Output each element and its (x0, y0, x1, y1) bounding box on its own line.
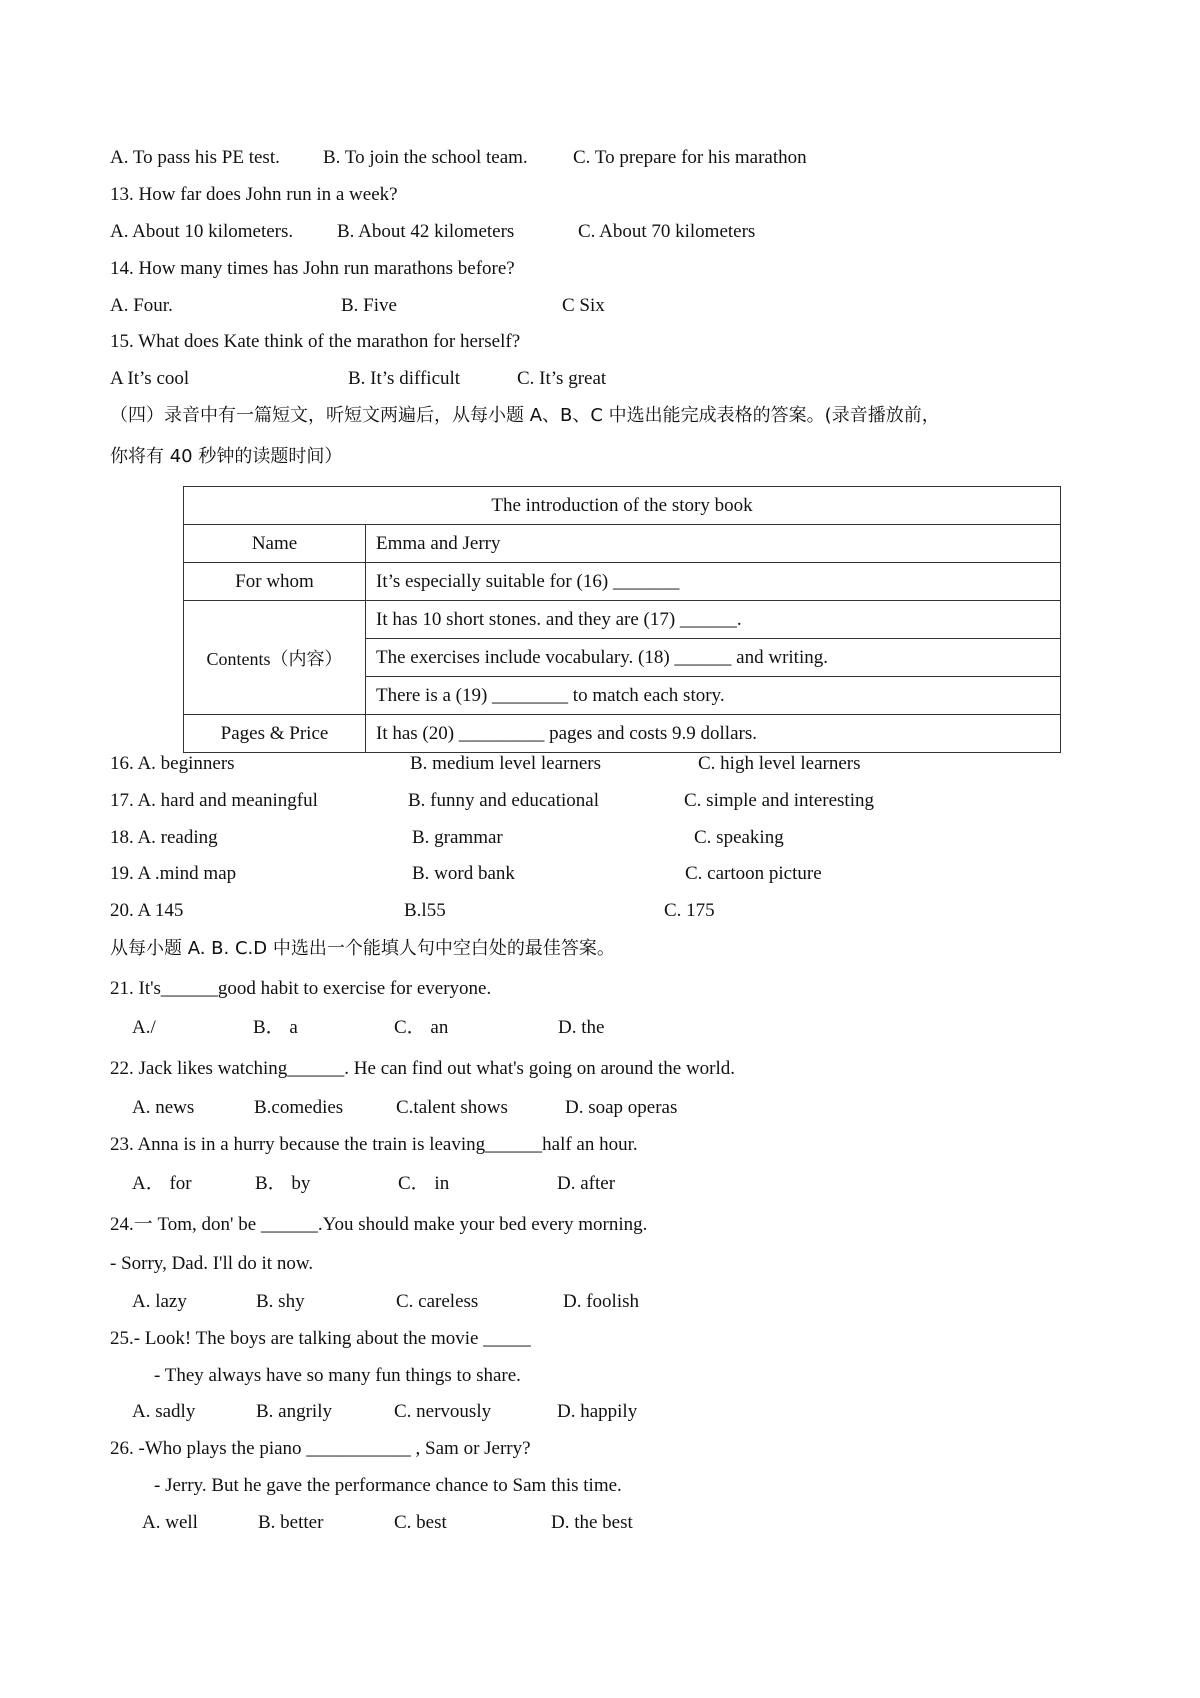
q20-option-b: B.l55 (404, 900, 446, 921)
table-label: Pages & Price (184, 715, 366, 753)
q15-stem: 15. What does Kate think of the marathon for herself? (110, 331, 521, 352)
q19-option-b: B. word bank (412, 863, 515, 884)
table-row (184, 601, 1061, 639)
q21-option-b: B． a (253, 1017, 298, 1038)
q13-stem: 13. How far does John run in a week? (110, 184, 398, 205)
q24-option-a: A. lazy (132, 1291, 187, 1312)
q19-stem: 19. A .mind map (110, 863, 237, 884)
contents-label: Contents（内容） (206, 648, 343, 669)
q12-option-b: B. To join the school team. (323, 147, 528, 168)
q23-option-c: C． in (398, 1173, 450, 1194)
q18-stem: 18. A. reading (110, 827, 218, 848)
section4-instruction-line2: 你将有 40 秒钟的读题时间） (110, 446, 343, 467)
table-row (184, 563, 1061, 601)
q20-stem: 20. A 145 (110, 900, 184, 921)
q23-option-a: A． for (132, 1173, 192, 1194)
q17-stem: 17. A. hard and meaningful (110, 790, 318, 811)
table-value: The exercises include vocabulary. (18) ______ and writing. (366, 639, 1061, 677)
q23-option-d: D. after (557, 1173, 616, 1194)
table-label: For whom (184, 563, 366, 601)
q22-option-b: B.comedies (254, 1097, 344, 1118)
table-row (184, 715, 1061, 753)
table-value: It has 10 short stones. and they are (17) ______. (366, 601, 1061, 639)
q12-option-a: A. To pass his PE test. (110, 147, 280, 168)
q14-stem: 14. How many times has John run marathons before? (110, 258, 515, 279)
q25-option-a: A. sadly (132, 1401, 196, 1422)
q21-stem: 21. It's______good habit to exercise for everyone. (110, 978, 492, 999)
table-title-row (184, 487, 1061, 525)
q14-option-a: A. Four. (110, 295, 173, 316)
q18-option-b: B. grammar (412, 827, 503, 848)
q22-option-d: D. soap operas (565, 1097, 678, 1118)
q15-option-b: B. It’s difficult (348, 368, 461, 389)
q25-option-c: C. nervously (394, 1401, 492, 1422)
q24-stem: 24.一 Tom, don' be ______.You should make your bed every morning. (110, 1214, 648, 1235)
q25-option-d: D. happily (557, 1401, 638, 1422)
q19-option-c: C. cartoon picture (685, 863, 822, 884)
q13-option-a: A. About 10 kilometers. (110, 221, 294, 242)
q26-reply: - Jerry. But he gave the performance chance to Sam this time. (154, 1475, 622, 1496)
q26-option-d: D. the best (551, 1512, 633, 1533)
q21-option-a: A./ (132, 1017, 156, 1038)
section4-instruction-line1: （四）录音中有一篇短文，听短文两遍后，从每小题 A、B、C 中选出能完成表格的答案。(录音播放前， (110, 405, 940, 426)
q21-option-d: D. the (558, 1017, 605, 1038)
q22-option-c: C.talent shows (396, 1097, 508, 1118)
q25-stem: 25.- Look! The boys are talking about the movie _____ (110, 1328, 531, 1349)
table-value: It’s especially suitable for (16) _______ (366, 563, 1061, 601)
q15-option-a: A It’s cool (110, 368, 190, 389)
q23-option-b: B． by (255, 1173, 311, 1194)
story-book-table (183, 486, 1061, 753)
q24-reply: - Sorry, Dad. I'll do it now. (110, 1253, 314, 1274)
q26-option-b: B. better (258, 1512, 324, 1533)
q23-stem: 23. Anna is in a hurry because the train is leaving______half an hour. (110, 1134, 638, 1155)
q18-option-c: C. speaking (694, 827, 784, 848)
table-value: There is a (19) ________ to match each story. (366, 677, 1061, 715)
table-label: Name (184, 525, 366, 563)
table-value: It has (20) _________ pages and costs 9.9 dollars. (366, 715, 1061, 753)
mcq-instruction: 从每小题 A. B. C.D 中选出一个能填人句中空白处的最佳答案。 (110, 938, 615, 959)
table-title: The introduction of the story book (184, 487, 1061, 525)
table-label (184, 601, 366, 715)
q16-option-c: C. high level learners (698, 753, 861, 774)
q26-stem: 26. -Who plays the piano ___________ , Sam or Jerry? (110, 1438, 531, 1459)
q24-option-c: C. careless (396, 1291, 479, 1312)
q14-option-c: C Six (562, 295, 605, 316)
q20-option-c: C. 175 (664, 900, 715, 921)
q12-option-c: C. To prepare for his marathon (573, 147, 807, 168)
q15-option-c: C. It’s great (517, 368, 607, 389)
table-value: Emma and Jerry (366, 525, 1061, 563)
q22-option-a: A. news (132, 1097, 195, 1118)
q17-option-b: B. funny and educational (408, 790, 600, 811)
q25-option-b: B. angrily (256, 1401, 332, 1422)
q17-option-c: C. simple and interesting (684, 790, 874, 811)
q24-option-d: D. foolish (563, 1291, 639, 1312)
q24-option-b: B. shy (256, 1291, 305, 1312)
table-row (184, 525, 1061, 563)
q16-stem: 16. A. beginners (110, 753, 235, 774)
q13-option-c: C. About 70 kilometers (578, 221, 756, 242)
q26-option-a: A. well (142, 1512, 198, 1533)
q14-option-b: B. Five (341, 295, 397, 316)
q21-option-c: C． an (394, 1017, 449, 1038)
q25-reply: - They always have so many fun things to share. (154, 1365, 521, 1386)
q16-option-b: B. medium level learners (410, 753, 601, 774)
q22-stem: 22. Jack likes watching______. He can find out what's going on around the world. (110, 1058, 736, 1079)
q13-option-b: B. About 42 kilometers (337, 221, 515, 242)
q26-option-c: C. best (394, 1512, 447, 1533)
